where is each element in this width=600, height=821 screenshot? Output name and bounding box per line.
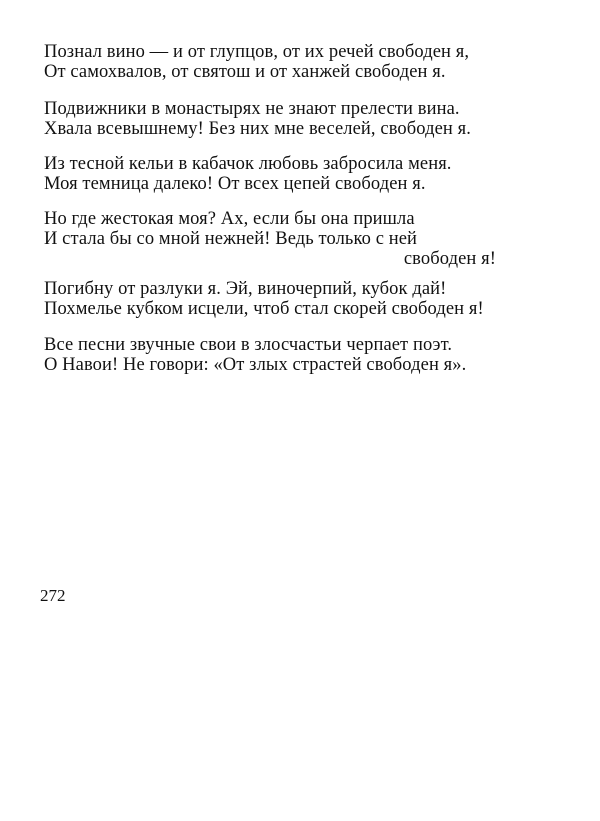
poem-line: От самохвалов, от святош и от ханжей свободен я. xyxy=(44,62,446,82)
poem-line: И стала бы со мной нежней! Ведь только с ней xyxy=(44,229,418,249)
poem-line: Из тесной кельи в кабачок любовь забросила меня. xyxy=(44,154,452,174)
poem-line: Подвижники в монастырях не знают прелести вина. xyxy=(44,99,460,119)
poem-stanza-2 xyxy=(44,99,496,139)
poem-stanza-4 xyxy=(44,209,496,269)
poem-line: Познал вино — и от глупцов, от их речей свободен я, xyxy=(44,42,470,62)
poem-line-continuation: свободен я! xyxy=(403,249,496,269)
poem-line: Все песни звучные свои в злосчастьи черпает поэт. xyxy=(44,335,453,355)
poem-line: Погибну от разлуки я. Эй, виночерпий, кубок дай! xyxy=(44,279,447,299)
poem-stanza-1 xyxy=(44,42,496,82)
page-number: 272 xyxy=(40,586,66,605)
poem-line: О Навои! Не говори: «От злых страстей свободен я». xyxy=(44,355,467,375)
poem-line: Но где жестокая моя? Ах, если бы она пришла xyxy=(44,209,415,229)
poem-line: Хвала всевышнему! Без них мне веселей, свободен я. xyxy=(44,119,471,139)
poem-line: Похмелье кубком исцели, чтоб стал скорей свободен я! xyxy=(44,299,484,319)
poem-stanza-3 xyxy=(44,154,496,194)
poem-stanza-6 xyxy=(44,335,496,375)
poem-line: Моя темница далеко! От всех цепей свободен я. xyxy=(44,174,426,194)
poem-stanza-5 xyxy=(44,279,496,319)
